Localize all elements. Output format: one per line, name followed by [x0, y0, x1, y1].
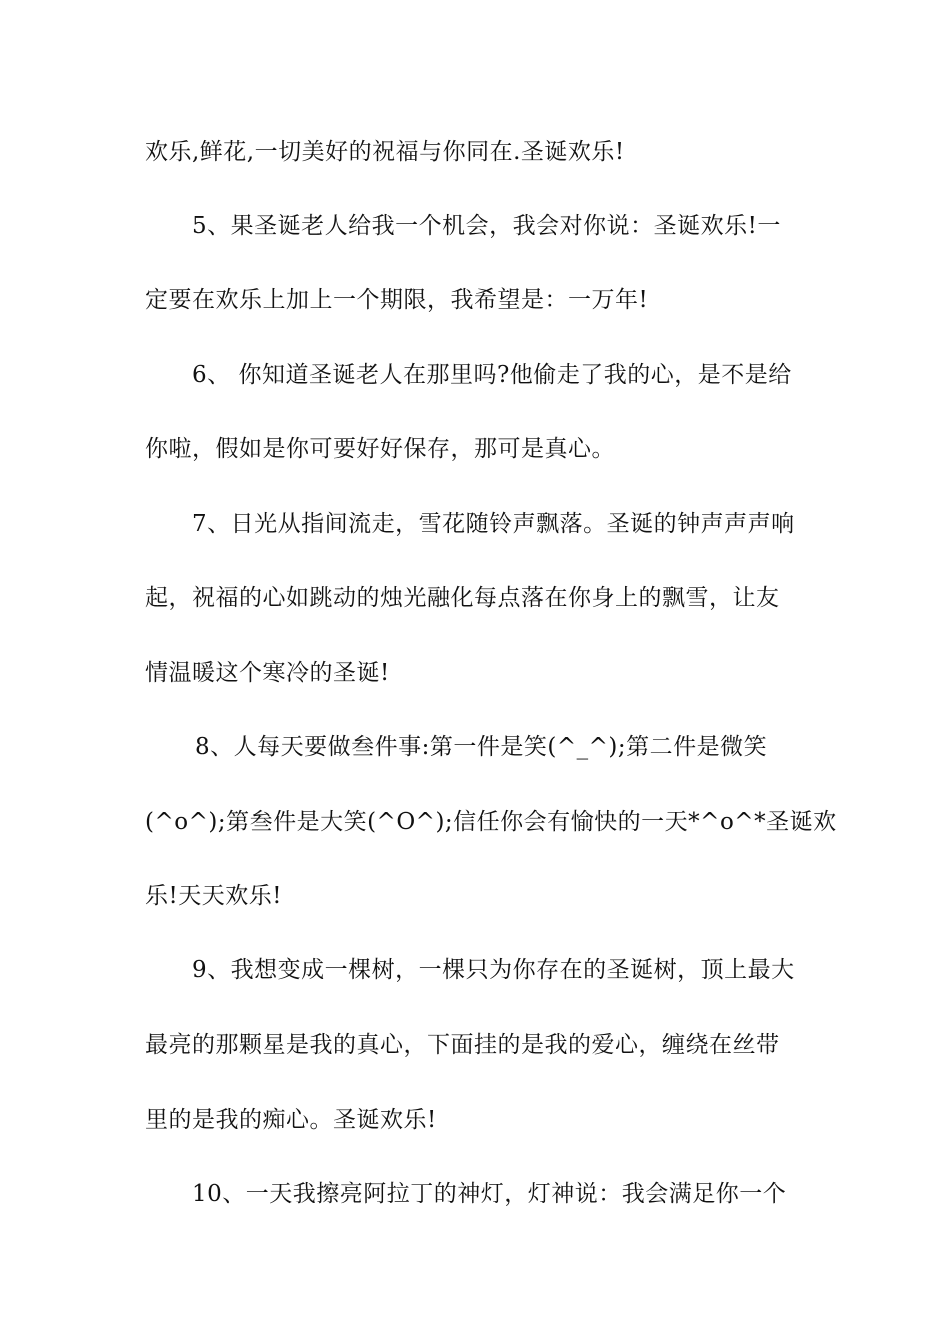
text-line: (^o^);第叁件是大笑(^O^);信任你会有愉快的一天*^o^*圣诞欢 [145, 809, 837, 835]
text-line: 里的是我的痴心。圣诞欢乐! [145, 1107, 437, 1133]
text-line: 5、果圣诞老人给我一个机会，我会对你说：圣诞欢乐!一 [192, 213, 781, 239]
text-line: 你啦，假如是你可要好好保存，那可是真心。 [145, 436, 615, 462]
text-line: 10、一天我擦亮阿拉丁的神灯，灯神说：我会满足你一个 [192, 1181, 787, 1207]
text-line: 7、日光从指间流走，雪花随铃声飘落。圣诞的钟声声声响 [192, 511, 795, 537]
text-line: 8、人每天要做叁件事:第一件是笑(^_^);第二件是微笑 [195, 734, 768, 760]
text-line: 定要在欢乐上加上一个期限，我希望是：一万年! [145, 287, 649, 313]
text-line: 最亮的那颗星是我的真心，下面挂的是我的爱心，缠绕在丝带 [145, 1032, 780, 1058]
text-line: 9、我想变成一棵树，一棵只为你存在的圣诞树，顶上最大 [192, 957, 795, 983]
text-line: 情温暖这个寒冷的圣诞! [145, 660, 390, 686]
text-line: 乐!天天欢乐! [145, 883, 282, 909]
text-line: 欢乐,鲜花,一切美好的祝福与你同在.圣诞欢乐! [145, 139, 625, 165]
text-line: 6、 你知道圣诞老人在那里吗?他偷走了我的心，是不是给 [192, 362, 792, 388]
text-line: 起，祝福的心如跳动的烛光融化每点落在你身上的飘雪，让友 [145, 585, 780, 611]
